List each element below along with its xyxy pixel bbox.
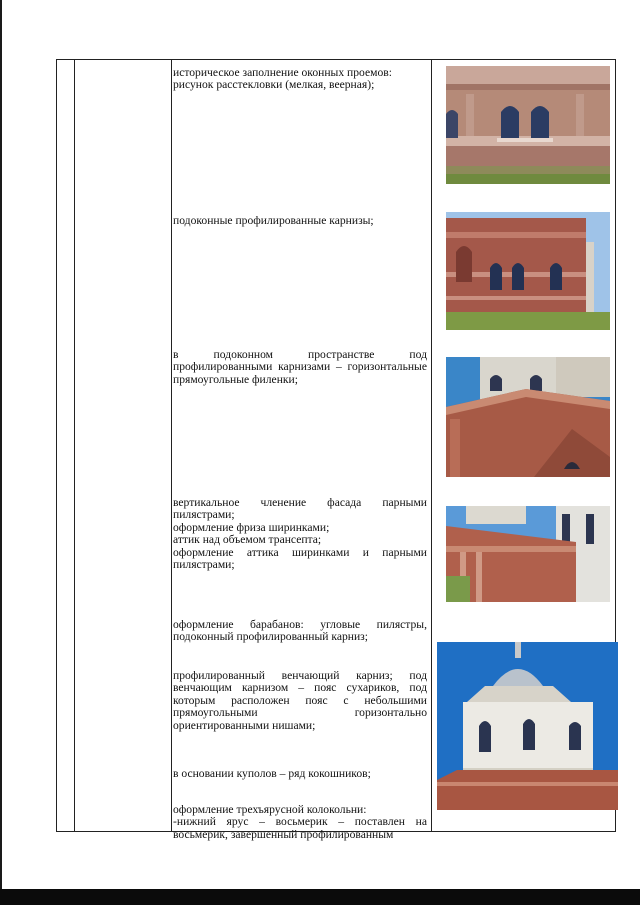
text-line: в основании куполов – ряд кокошников;: [173, 767, 371, 780]
text-line: в подоконном пространстве под профилированными карнизами – горизонтальные прямоугольные филенки;: [173, 348, 427, 386]
text-line: профилированный венчающий карниз; под венчающим карнизом – пояс сухариков, под которым расположен пояс с небольшими прямоугольными горизонтально ориентированными нишами;: [173, 669, 427, 732]
text-line: историческое заполнение оконных проемов:: [173, 66, 392, 79]
table-column-divider: [431, 60, 432, 831]
church-attic-pilasters-photo: [446, 506, 610, 602]
text-line: аттик над объемом трансепта;: [173, 533, 322, 547]
text-line: оформление барабанов: угловые пилястры, подоконный профилированный карниз;: [173, 618, 427, 644]
feature-text-bell-tower: [173, 804, 427, 841]
text-line: оформление фриза ширинками;: [173, 520, 330, 534]
page-left-edge: [0, 0, 2, 905]
church-drum-dome-sky-photo: [437, 642, 618, 810]
text-line: подоконные профилированные карнизы;: [173, 214, 374, 227]
text-line: рисунок расстекловки (мелкая, веерная);: [173, 78, 375, 92]
text-line: вертикальное членение фасада парными пилястрами;: [173, 496, 427, 522]
feature-text-panels: [173, 349, 427, 386]
feature-text-drums: [173, 619, 427, 644]
scan-bottom-edge: [0, 889, 640, 905]
table-column-divider: [171, 60, 172, 831]
text-line: оформление трехъярусной колокольни:: [173, 803, 367, 816]
text-line: -нижний ярус – восьмерик – поставлен на восьмерик, завершенный профилированным: [173, 815, 427, 841]
feature-text-kokoshniks: [173, 768, 427, 780]
feature-text-window-glazing: [173, 67, 427, 92]
feature-text-window-cornices: [173, 215, 427, 227]
church-gable-and-drum-photo: [446, 357, 610, 477]
table-column-divider: [74, 60, 75, 831]
text-line: оформление аттика ширинками и парными пилястрами;: [173, 545, 427, 572]
church-facade-arched-windows-photo: [446, 66, 610, 184]
feature-text-crowning-cornice: [173, 670, 427, 732]
church-facade-window-cornices-photo: [446, 212, 610, 330]
feature-text-pilasters-attic: [173, 497, 427, 571]
